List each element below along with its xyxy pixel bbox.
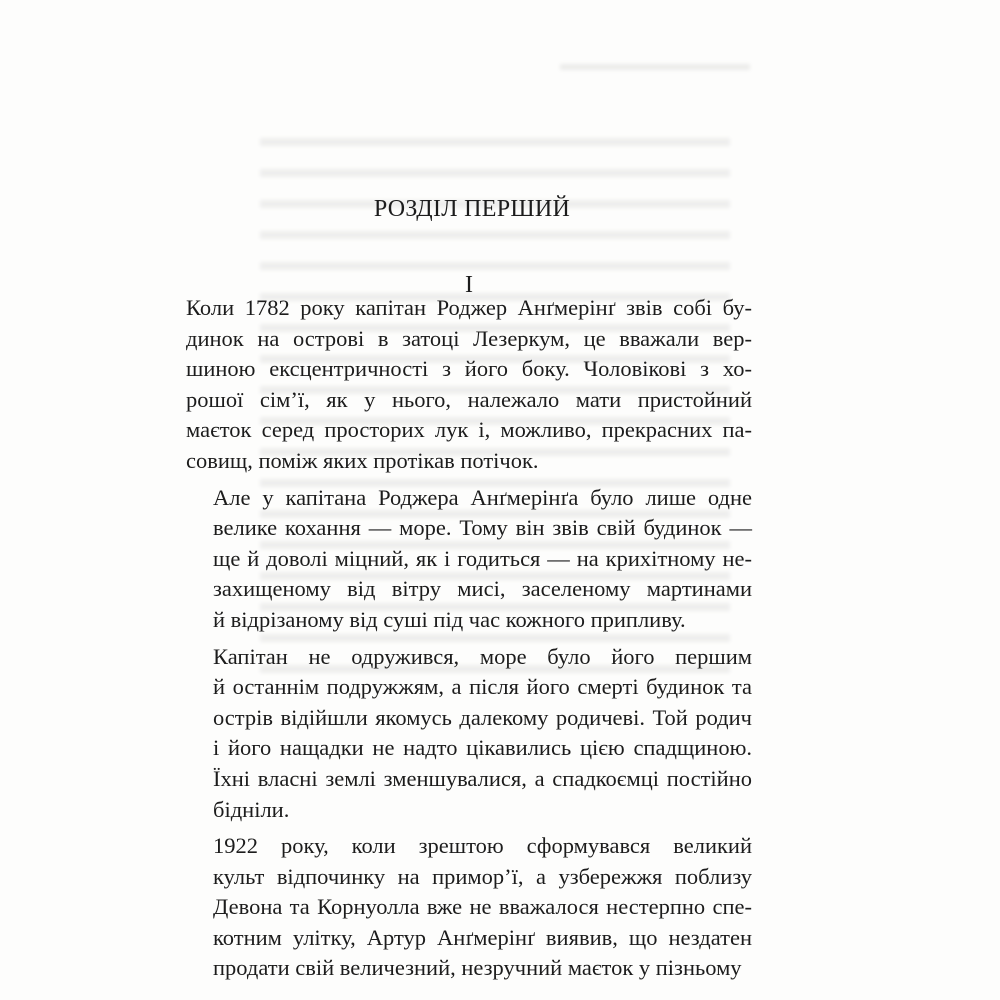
paragraph [186,642,752,826]
text-line: продати свій величезний, незручний маєток у пізньому [213,955,742,981]
text-line: острів відійшли якомусь далекому родичеві. Той родич [213,704,752,730]
text-line: захищеному від вітру мисі, заселеному мартинами [213,576,752,602]
text-line: Коли 1782 року капітан Роджер Анґмерінґ звів собі бу- [186,295,752,320]
text-line: шиною ексцентричності з його боку. Чоловікові з хо- [186,356,752,382]
chapter-title: РОЗДІЛ ПЕРШИЙ [373,196,571,222]
text-line: Їхні власні землі зменшувалися, а спадкоємці постійно [213,765,752,791]
bleed-through-header [560,64,750,70]
section-number: I [465,272,473,298]
text-line: Капітан не одружився, море було його першим [213,643,752,669]
text-line: рошої сім’ї, як у нього, належало мати пристойний [186,386,752,412]
text-line: маєток серед просторих лук і, можливо, прекрасних па- [186,417,752,443]
text-line: динок на острові в затоці Лезеркум, це вважали вер- [186,325,752,351]
text-line: культ відпочинку на примор’ї, а узбережжя поблизу [213,863,752,889]
text-line: 1922 року, коли зрештою сформувався великий [213,833,752,859]
page-text [186,195,752,984]
paragraph [186,831,752,984]
text-line: й останнім подружжям, а після його смерті будинок та [213,674,752,700]
paragraph [186,483,752,636]
text-line: й відрізаному від суші під час кожного припливу. [213,606,686,632]
paragraph [186,293,752,477]
text-line: совищ, поміж яких протікав потічок. [186,447,539,473]
text-line: котним улітку, Артур Анґмерінґ виявив, що нездатен [213,924,752,950]
text-line: бідніли. [213,796,290,822]
text-line: Девона та Корнуолла вже не вважалося нестерпно спе- [213,894,752,920]
text-line: Але у капітана Роджера Анґмерінґа було лише одне [213,484,752,510]
body-text [186,293,752,984]
text-line: ще й доволі міцний, як і годиться — на крихітному не- [213,545,752,571]
text-line: і його нащадки не надто цікавились цією спадщиною. [213,735,752,761]
text-line: велике кохання — море. Тому він звів свій будинок — [213,515,752,541]
